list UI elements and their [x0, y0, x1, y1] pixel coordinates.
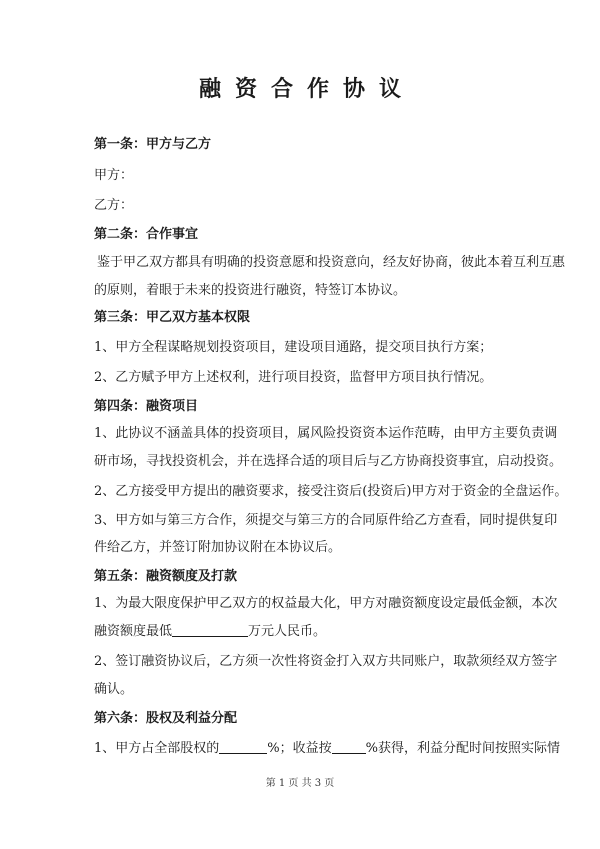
party-b-label: 乙方：: [94, 198, 134, 213]
section-4-item-3-line-1: 3、甲方如与第三方合作，须提交与第三方的合同原件给乙方查看，同时提供复印: [94, 513, 558, 528]
section-3-item-2: 2、乙方赋予甲方上述权利，进行项目投资，监督甲方项目执行情况。: [94, 370, 493, 385]
document-title: 融资合作协议: [198, 76, 415, 102]
section-2-heading: 第二条：合作事宜: [94, 227, 199, 242]
section-3-heading: 第三条：甲乙双方基本权限: [94, 310, 251, 325]
financing-amount-blank: [172, 623, 248, 637]
section-5-item-2-line-1: 2、签订融资协议后，乙方须一次性将资金打入双方共同账户，取款须经双方签字: [94, 654, 558, 669]
equity-share-label: 1、甲方占全部股权的: [94, 741, 220, 756]
section-5-item-1-line-1: 1、为最大限度保护甲乙双方的权益最大化，甲方对融资额度设定最低金额，本次: [94, 596, 558, 611]
page-number-footer: 第 1 页 共 3 页: [265, 778, 335, 789]
section-4-item-2: 2、乙方接受甲方提出的融资要求，接受注资后(投资后)甲方对于资金的全盘运作。: [94, 484, 568, 499]
section-5-item-2-line-2: 确认。: [94, 682, 134, 697]
section-5-heading: 第五条：融资额度及打款: [94, 569, 238, 584]
financing-unit-label: 万元人民币。: [248, 624, 327, 639]
section-4-item-3-line-2: 件给乙方，并签订附加协议附在本协议后。: [94, 540, 342, 555]
profit-share-label: %；收益按: [267, 741, 332, 756]
profit-percent-blank: [332, 740, 366, 754]
equity-percent-blank: [219, 740, 267, 754]
section-4-item-1-line-2: 研市场，寻找投资机会，并在选择合适的项目后与乙方协商投资事宜，启动投资。: [94, 454, 563, 469]
section-6-heading: 第六条：股权及利益分配: [94, 711, 238, 726]
section-5-item-1-line-2: [94, 623, 326, 640]
section-1-heading: 第一条：甲方与乙方: [94, 137, 212, 152]
section-2-paragraph-line-2: 的原则，着眼于未来的投资进行融资，特签订本协议。: [94, 283, 407, 298]
profit-distribution-text: %获得，利益分配时间按照实际情: [365, 741, 560, 756]
financing-min-label: 融资额度最低: [94, 624, 173, 639]
party-a-label: 甲方：: [94, 168, 134, 183]
section-4-item-1-line-1: 1、此协议不涵盖具体的投资项目，属风险投资资本运作范畴，由甲方主要负责调: [94, 426, 558, 441]
section-2-paragraph-line-1: 鉴于甲乙双方都具有明确的投资意愿和投资意向，经友好协商，彼此本着互利互惠: [97, 255, 566, 270]
section-4-heading: 第四条：融资项目: [94, 399, 199, 414]
section-6-item-1: [94, 740, 560, 757]
section-3-item-1: 1、甲方全程谋略规划投资项目，建设项目通路，提交项目执行方案；: [94, 340, 493, 355]
